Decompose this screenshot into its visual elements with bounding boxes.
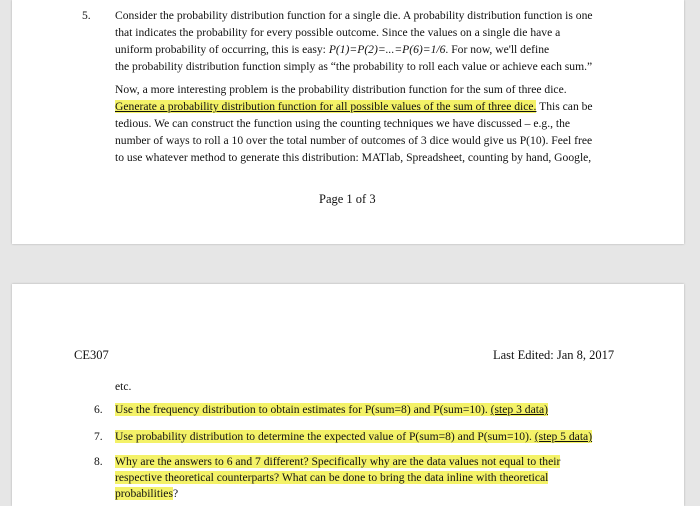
- highlighted-task: Generate a probability distribution function for all possible values of the sum of three dice.: [115, 100, 537, 113]
- page-1: [12, 0, 684, 244]
- item-8-text-1: Why are the answers to 6 and 7 different? Specifically why are the data values not equal to their: [115, 455, 561, 468]
- item-8-text-2: respective theoretical counterparts? What can be done to bring the data inline with theoretical: [115, 471, 549, 484]
- item-6: [115, 402, 548, 418]
- item-8-line-2: [115, 470, 548, 486]
- item-5-line-3-suffix: . For now, we'll define: [445, 43, 550, 56]
- item-8-text-3: probabilities: [115, 487, 173, 500]
- item-7-number: 7.: [94, 430, 103, 443]
- item-5-number: 5.: [82, 9, 91, 22]
- item-7-text: Use probability distribution to determine the expected value of P(sum=8) and P(sum=10).: [115, 430, 532, 443]
- para-2-line-3: tedious. We can construct the function using the counting techniques we have discussed – e.g., the: [115, 117, 571, 130]
- item-5-line-3: [115, 42, 549, 58]
- para-2-line-2: [115, 99, 593, 115]
- para-2-line-1: Now, a more interesting problem is the probability distribution function for the sum of three dice.: [115, 83, 567, 96]
- item-5-line-1: Consider the probability distribution function for a single die. A probability distribution function is one: [115, 9, 593, 22]
- item-8-tail: ?: [172, 487, 179, 500]
- page-footer: Page 1 of 3: [319, 192, 376, 206]
- page-2: [12, 284, 684, 506]
- step-5-data-link[interactable]: (step 5 data): [534, 430, 593, 443]
- item-7: [115, 429, 592, 445]
- item-5-line-3-text: uniform probability of occurring, this is easy:: [115, 43, 329, 56]
- item-6-text: Use the frequency distribution to obtain estimates for P(sum=8) and P(sum=10).: [115, 403, 488, 416]
- para-2-line-2-suffix: This can be: [536, 100, 593, 113]
- probability-formula: P(1)=P(2)=...=P(6)=1/6: [328, 43, 446, 56]
- item-8-number: 8.: [94, 455, 103, 468]
- step-3-data-link[interactable]: (step 3 data): [490, 403, 548, 416]
- item-5-line-2: that indicates the probability for every possible outcome. Since the values on a single die have a: [115, 26, 561, 39]
- last-edited: Last Edited: Jan 8, 2017: [493, 348, 615, 362]
- item-6-number: 6.: [94, 403, 103, 416]
- item-5-line-4: the probability distribution function simply as “the probability to roll each value or achieve each sum.”: [115, 60, 593, 73]
- para-2-line-5: to use whatever method to generate this distribution: MATlab, Spreadsheet, counting by hand, Google,: [115, 151, 592, 164]
- course-code: CE307: [74, 348, 109, 362]
- item-8-line-1: [115, 454, 560, 470]
- para-2-line-4: number of ways to roll a 10 over the total number of outcomes of 3 dice would give us P(10). Feel free: [115, 134, 593, 147]
- item-8-line-3: [115, 486, 178, 502]
- etc-text: etc.: [115, 380, 132, 393]
